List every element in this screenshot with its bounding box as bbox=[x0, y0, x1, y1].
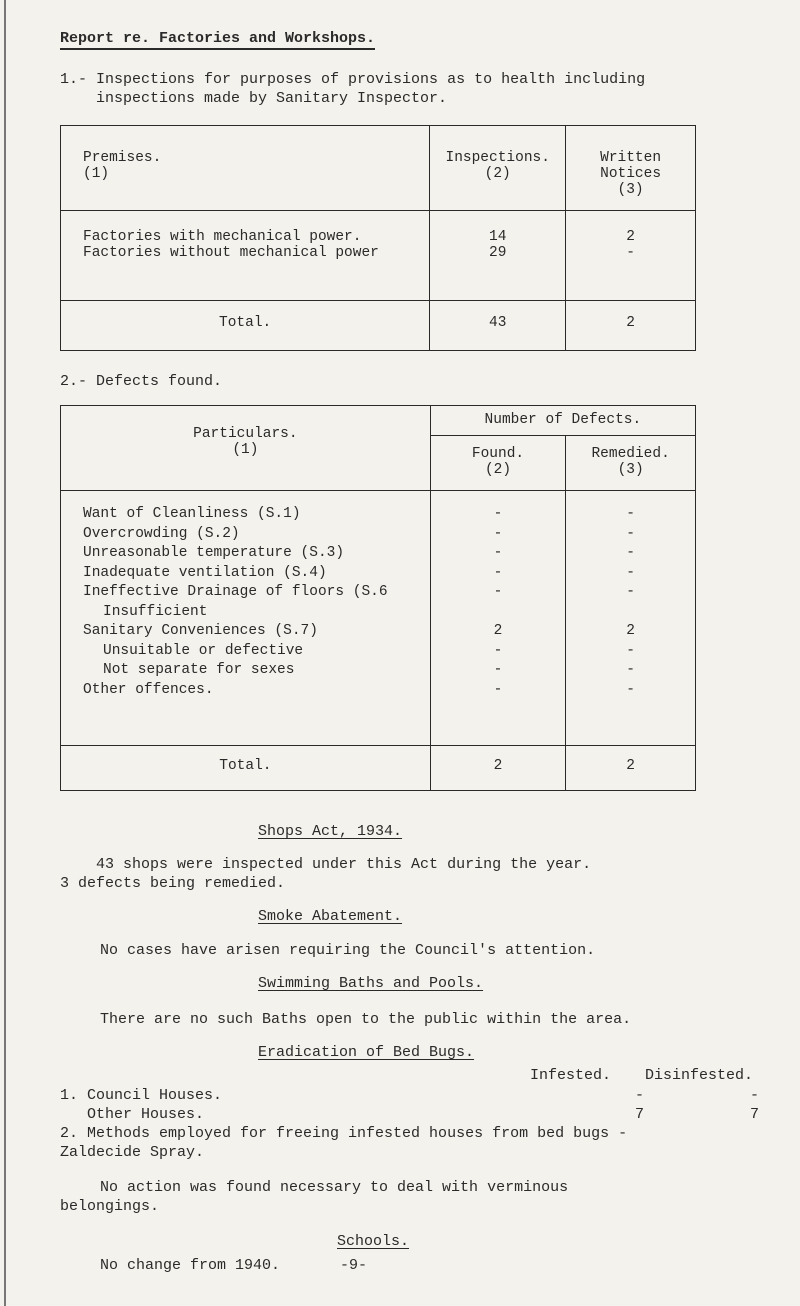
remedied-value: - bbox=[626, 545, 635, 561]
col-premises-num: (1) bbox=[83, 166, 110, 182]
particulars-cell bbox=[61, 491, 431, 746]
col-disinfested: Disinfested. bbox=[645, 1067, 754, 1084]
other-houses-disinfested: 7 bbox=[750, 1106, 760, 1123]
total-notices: 2 bbox=[566, 301, 696, 351]
col-particulars-num: (1) bbox=[232, 442, 259, 458]
section1-intro: 1.- Inspections for purposes of provisions as to health including inspections made by Sanitary Inspector. bbox=[60, 71, 646, 107]
particular-label: Insufficient bbox=[103, 603, 208, 620]
found-value bbox=[432, 603, 565, 623]
particular-label: Want of Cleanliness (S.1) bbox=[83, 506, 301, 522]
col-found-label: Found. bbox=[471, 446, 525, 462]
col-premises-label: Premises. bbox=[83, 150, 162, 166]
found-value: - bbox=[493, 681, 503, 698]
shops-heading: Shops Act, 1934. bbox=[258, 823, 403, 840]
section2-intro: 2.- Defects found. bbox=[60, 373, 223, 390]
bedbugs-heading: Eradication of Bed Bugs. bbox=[258, 1044, 475, 1061]
total-remedied: 2 bbox=[566, 746, 696, 791]
particular-label: Other offences. bbox=[83, 681, 214, 698]
remedied-value: - bbox=[626, 525, 635, 542]
remedied-value: 2 bbox=[626, 623, 635, 639]
found-cell bbox=[430, 491, 566, 746]
particular-label: Unsuitable or defective bbox=[103, 642, 304, 659]
page-edge bbox=[4, 0, 6, 1306]
col-number-of-defects: Number of Defects. bbox=[430, 406, 695, 436]
total-inspections: 43 bbox=[430, 301, 566, 351]
council-houses-label: 1. Council Houses. bbox=[60, 1087, 223, 1104]
schools-heading: Schools. bbox=[337, 1233, 410, 1250]
col-inspections bbox=[430, 126, 566, 211]
particular-label: Inadequate ventilation (S.4) bbox=[83, 564, 327, 581]
total-label: Total. bbox=[61, 301, 430, 351]
particular-label: Overcrowding (S.2) bbox=[83, 525, 240, 542]
found-value: - bbox=[493, 525, 503, 542]
particular-label: Unreasonable temperature (S.3) bbox=[83, 545, 345, 561]
notices-value: 2 bbox=[626, 229, 635, 245]
premises-label: Factories without mechanical power bbox=[83, 245, 379, 261]
col-found bbox=[430, 436, 566, 491]
found-value: 2 bbox=[493, 623, 503, 639]
defects-total-row bbox=[61, 746, 696, 791]
council-houses-infested: - bbox=[635, 1087, 645, 1104]
found-value: - bbox=[493, 642, 503, 659]
premises-table bbox=[60, 125, 696, 351]
table-row bbox=[61, 211, 696, 301]
found-value: - bbox=[493, 545, 503, 561]
col-found-num: (2) bbox=[484, 462, 512, 478]
smoke-text: No cases have arisen requiring the Council's attention. bbox=[100, 942, 596, 959]
remedied-value: - bbox=[626, 662, 635, 678]
found-value: - bbox=[493, 506, 503, 522]
swimming-text: There are no such Baths open to the public within the area. bbox=[100, 1011, 632, 1028]
defects-table-header bbox=[61, 406, 696, 436]
bedbugs-methods: 2. Methods employed for freeing infested houses from bed bugs - Zaldecide Spray. bbox=[60, 1125, 628, 1161]
bedbugs-verminous: No action was found necessary to deal with verminous belongings. bbox=[60, 1179, 569, 1215]
remedied-value: - bbox=[626, 506, 635, 522]
col-remedied-label: Remedied. bbox=[591, 446, 670, 462]
shops-text: 43 shops were inspected under this Act during the year. 3 defects being remedied. bbox=[60, 856, 592, 892]
col-inspections-num: (2) bbox=[484, 166, 511, 182]
council-houses-disinfested: - bbox=[750, 1087, 760, 1104]
found-value: - bbox=[493, 662, 503, 678]
premises-table-header bbox=[61, 126, 696, 211]
col-notices-num: (3) bbox=[617, 182, 644, 198]
col-particulars bbox=[61, 406, 431, 491]
inspections-value: 29 bbox=[489, 245, 507, 261]
notices-cell bbox=[566, 211, 696, 301]
premises-label: Factories with mechanical power. bbox=[83, 229, 362, 245]
col-particulars-label: Particulars. bbox=[193, 426, 298, 442]
col-notices-label: Written Notices bbox=[600, 150, 662, 182]
col-premises bbox=[61, 126, 430, 211]
col-notices bbox=[566, 126, 696, 211]
schools-text: No change from 1940. bbox=[100, 1257, 281, 1274]
report-header: Report re. Factories and Workshops. bbox=[60, 30, 375, 50]
col-remedied bbox=[566, 436, 696, 491]
smoke-heading: Smoke Abatement. bbox=[258, 908, 403, 925]
remedied-value: - bbox=[626, 642, 635, 659]
page-number: -9- bbox=[340, 1257, 368, 1274]
remedied-value: - bbox=[626, 681, 635, 698]
table-row bbox=[61, 491, 696, 746]
col-infested: Infested. bbox=[530, 1067, 612, 1084]
inspections-cell bbox=[430, 211, 566, 301]
remedied-value bbox=[567, 603, 694, 623]
particular-label: Ineffective Drainage of floors (S.6 bbox=[83, 584, 388, 600]
notices-value: - bbox=[626, 245, 635, 261]
remedied-value: - bbox=[626, 584, 635, 600]
col-inspections-label: Inspections. bbox=[445, 150, 550, 166]
col-remedied-num: (3) bbox=[617, 462, 644, 478]
found-value: - bbox=[493, 584, 503, 600]
premises-cell bbox=[61, 211, 430, 301]
remedied-value: - bbox=[626, 564, 635, 581]
other-houses-label: Other Houses. bbox=[60, 1106, 205, 1123]
particular-label: Sanitary Conveniences (S.7) bbox=[83, 623, 318, 639]
other-houses-infested: 7 bbox=[635, 1106, 645, 1123]
defects-table bbox=[60, 405, 696, 791]
swimming-heading: Swimming Baths and Pools. bbox=[258, 975, 484, 992]
particular-label: Not separate for sexes bbox=[103, 662, 295, 678]
total-found: 2 bbox=[430, 746, 566, 791]
total-label: Total. bbox=[61, 746, 431, 791]
remedied-cell bbox=[566, 491, 696, 746]
found-value: - bbox=[493, 564, 503, 581]
premises-total-row bbox=[61, 301, 696, 351]
inspections-value: 14 bbox=[489, 229, 507, 245]
